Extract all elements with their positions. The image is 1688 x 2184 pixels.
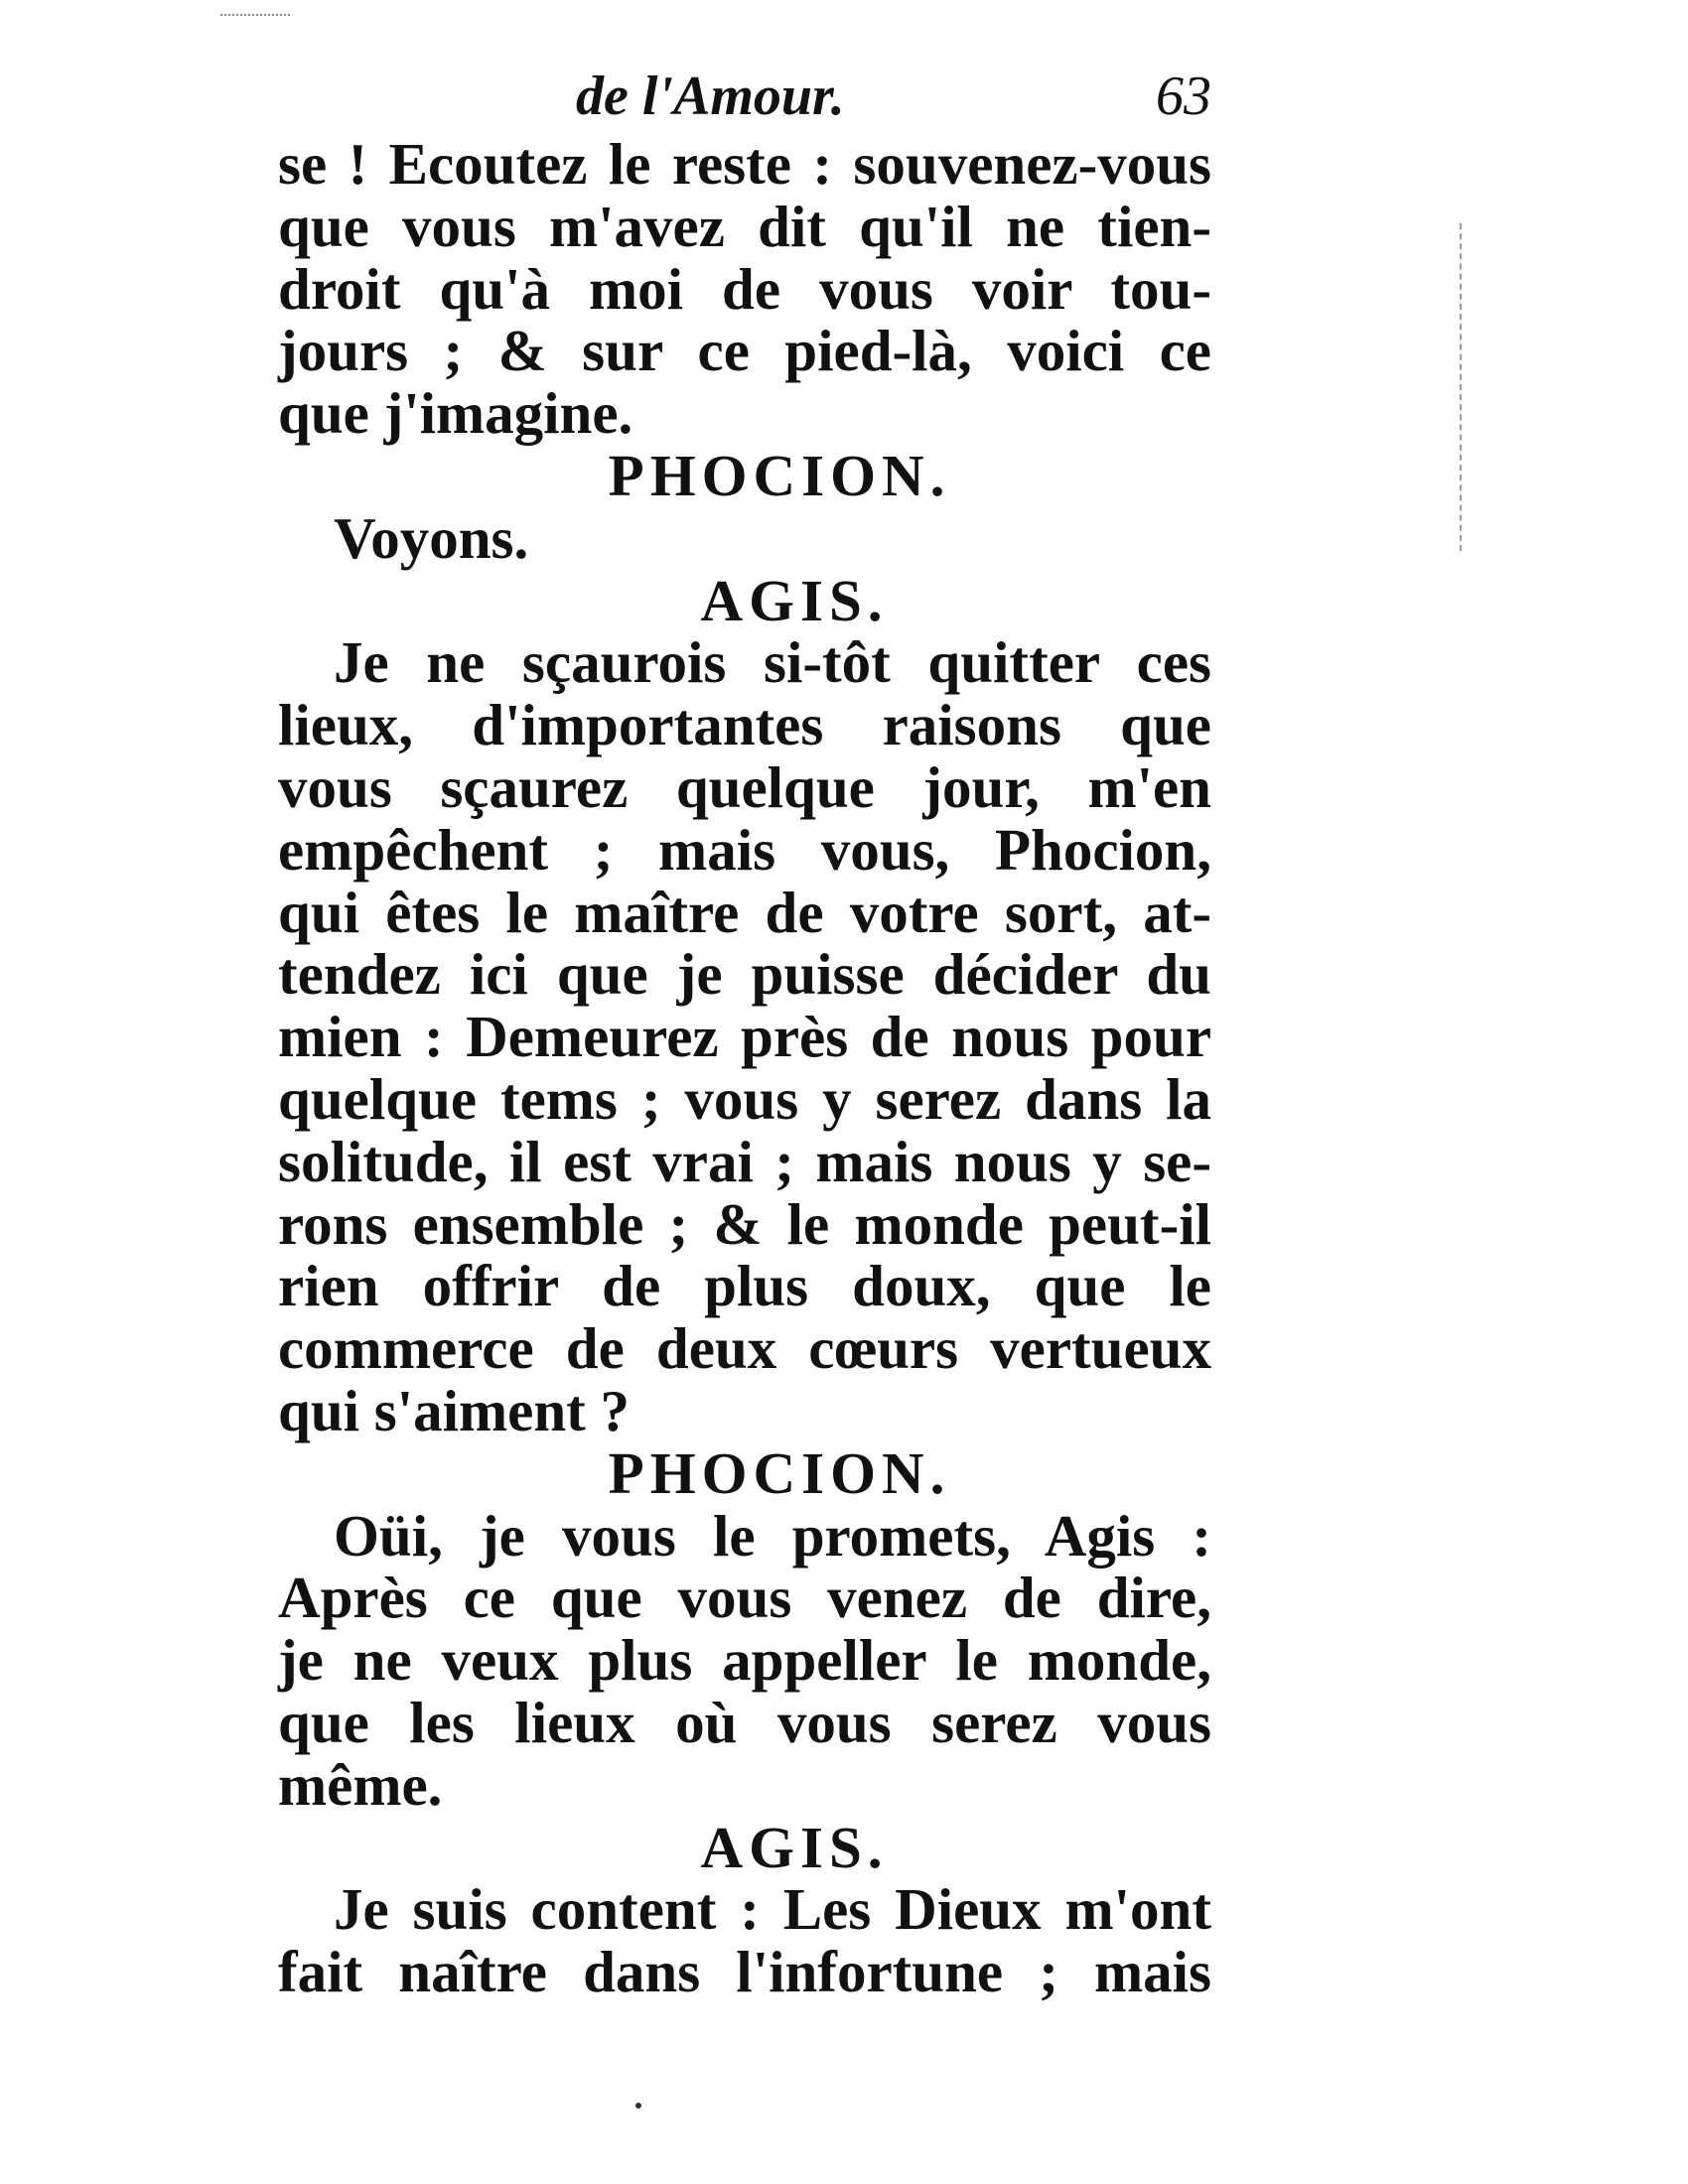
text-line: je ne veux plus appeller le monde, — [278, 1627, 1211, 1694]
speaker-heading: AGIS. — [700, 567, 889, 633]
speaker-heading: AGIS. — [700, 1814, 889, 1880]
running-head — [278, 62, 1211, 131]
text-line: rien offrir de plus doux, que le — [278, 1253, 1211, 1319]
speaker-heading: PHOCION. — [608, 1439, 951, 1506]
text-line: Je ne sçaurois si-tôt quitter ces — [334, 629, 1211, 696]
text-line: quelque tems ; vous y serez dans la — [278, 1065, 1211, 1132]
text-line: empêchent ; mais vous, Phocion, — [278, 816, 1211, 883]
text-line: rons ensemble ; & le monde peut-il — [278, 1190, 1211, 1257]
text-line: lieux, d'importantes raisons que — [278, 692, 1211, 758]
text-line: vous sçaurez quelque jour, m'en — [278, 753, 1211, 820]
text-line: même. — [278, 1751, 443, 1818]
scan-artifact — [1460, 223, 1466, 551]
text-line: Je suis content : Les Dieux m'ont — [334, 1876, 1211, 1943]
text-line: commerce de deux cœurs vertueux — [278, 1315, 1211, 1382]
text-line: Voyons. — [334, 504, 529, 571]
scan-artifact — [635, 2103, 641, 2109]
text-line: droit qu'à moi de vous voir tou- — [278, 255, 1211, 322]
text-line: que vous m'avez dit qu'il ne tien- — [278, 193, 1211, 259]
text-line: jours ; & sur ce pied-là, voici ce — [278, 318, 1211, 384]
text-line: Oüi, je vous le promets, Agis : — [334, 1502, 1211, 1569]
page-text — [278, 133, 1211, 2003]
text-line: que j'imagine. — [278, 380, 633, 447]
text-line: se ! Ecoutez le reste : souvenez-vous — [278, 131, 1211, 197]
scan-artifact — [220, 14, 290, 24]
running-title: de l'Amour. — [576, 66, 845, 127]
text-line: fait naître dans l'infortune ; mais — [278, 1939, 1211, 2005]
page-number: 63 — [1156, 66, 1211, 127]
text-line: Après ce que vous venez de dire, — [278, 1565, 1211, 1631]
text-line: qui êtes le maître de votre sort, at- — [278, 879, 1211, 945]
text-line: qui s'aiment ? — [278, 1377, 631, 1443]
text-line: solitude, il est vrai ; mais nous y se- — [278, 1128, 1211, 1194]
text-line: tendez ici que je puisse décider du — [278, 941, 1211, 1008]
text-line: mien : Demeurez près de nous pour — [278, 1004, 1211, 1070]
speaker-heading: PHOCION. — [608, 442, 951, 508]
text-line: que les lieux où vous serez vous — [278, 1689, 1211, 1755]
